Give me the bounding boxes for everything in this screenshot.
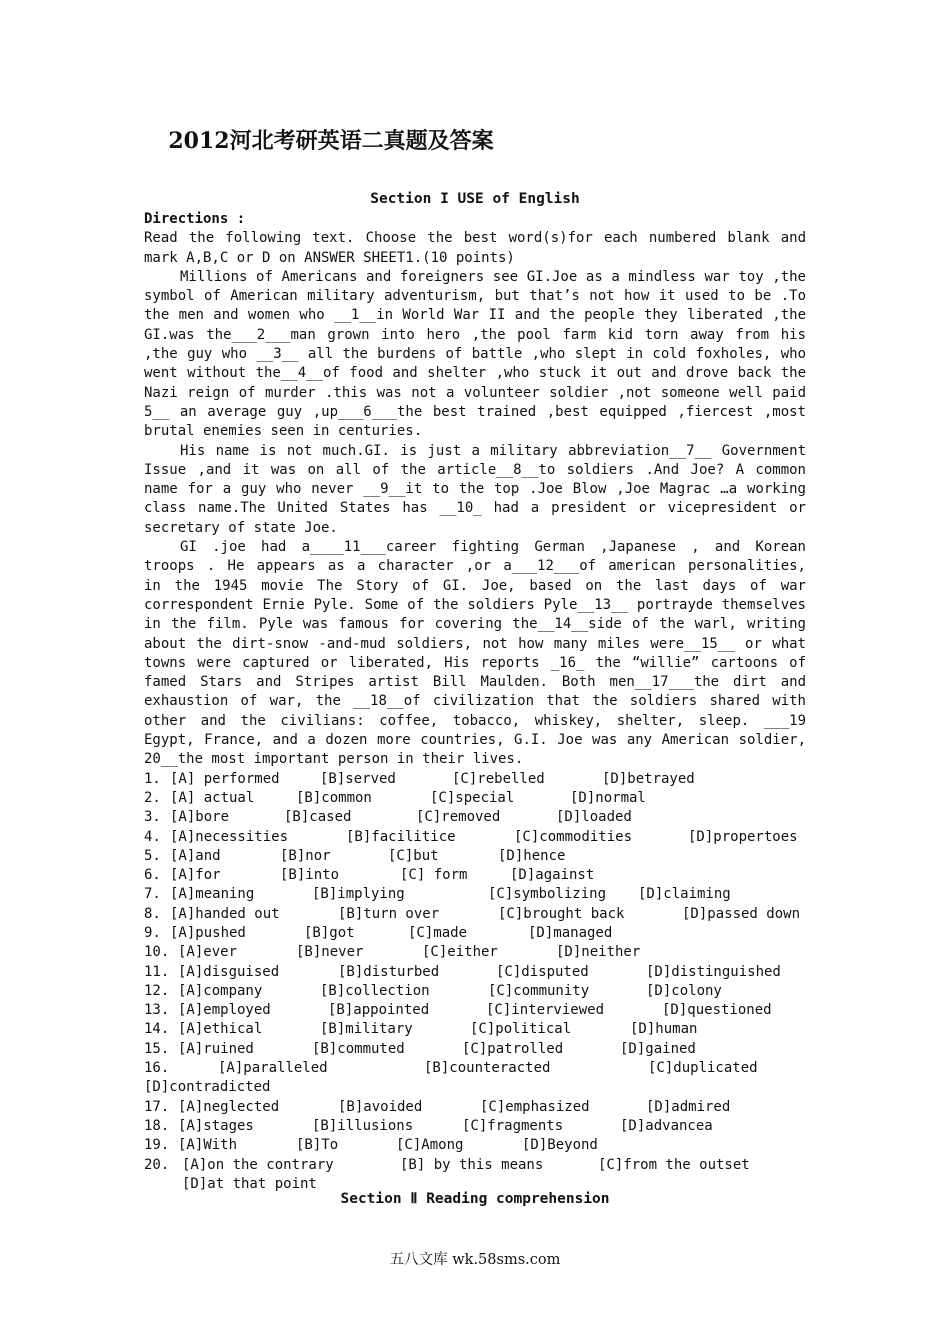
answer-option: [D]betrayed	[602, 770, 695, 787]
answer-option: [C]interviewed	[486, 1002, 605, 1019]
question-number: 12.	[144, 982, 170, 999]
answer-option: [B]turn over	[338, 905, 440, 922]
answer-option: [D]at that point	[182, 1175, 317, 1192]
passage-line: 20__the most important person in their lives.	[144, 751, 524, 768]
answer-option: [A]neglected	[178, 1098, 280, 1115]
answer-option: [D]propertoes	[688, 828, 798, 845]
question-row	[144, 1098, 806, 1117]
passage-line: GI .joe had a____11___career fighting German ,Japanese , and Korean	[180, 539, 806, 556]
question-row	[144, 1156, 806, 1175]
question-list	[144, 770, 806, 1195]
question-row	[144, 770, 806, 789]
answer-option: [A]With	[178, 1137, 238, 1154]
answer-option: [A]necessities	[170, 828, 289, 845]
answer-option: [C]rebelled	[452, 770, 545, 787]
answer-option: [B]got	[304, 924, 355, 941]
answer-option: [C]patrolled	[462, 1040, 564, 1057]
passage-line: Millions of Americans and foreigners see GI.Joe as a mindless war toy ,the	[180, 268, 806, 285]
question-number: 2.	[144, 789, 161, 806]
passage	[144, 268, 806, 770]
answer-option: [D]loaded	[556, 809, 632, 826]
answer-option: [A]disguised	[178, 963, 280, 980]
answer-option: [C]political	[470, 1021, 572, 1038]
answer-option: [A] actual	[170, 789, 255, 806]
question-number: 5.	[144, 847, 161, 864]
question-row	[144, 1040, 806, 1059]
passage-line: other and the civilians: coffee, tobacco, whiskey, shelter, sleep. ___19	[144, 712, 806, 729]
answer-option: [D]colony	[646, 982, 722, 999]
passage-line: symbol of American military adventurism, but that’s not how it used to be .To	[144, 288, 806, 305]
answer-option: [D]passed down	[682, 905, 801, 922]
question-number: 4.	[144, 828, 161, 845]
answer-option: [B]avoided	[338, 1098, 423, 1115]
answer-option: [C]Among	[396, 1137, 464, 1154]
answer-option: [A]paralleled	[218, 1060, 328, 1077]
answer-option: [D]against	[510, 867, 595, 884]
answer-option: [A]handed out	[170, 905, 280, 922]
answer-option: [C]duplicated	[648, 1060, 758, 1077]
answer-option: [A]on the contrary	[182, 1156, 334, 1173]
passage-line: about the dirt-snow -and-mud soldiers, not how many miles were__15__ or what	[144, 635, 806, 652]
passage-line: ,the guy who __3__ all the burdens of battle ,who slept in cold foxholes, who	[144, 346, 806, 363]
passage-line: the men and women who __1__in World War II and the people they liberated ,the	[144, 307, 806, 324]
passage-line: GI.was the___2___man grown into hero ,the pool farm kid torn away from his	[144, 326, 806, 343]
answer-option: [C]made	[408, 924, 468, 941]
answer-option: [A]employed	[178, 1002, 271, 1019]
question-row	[144, 963, 806, 982]
passage-line: Nazi reign of murder .this was not a volunteer soldier ,not someone well paid	[144, 384, 806, 401]
answer-option: [B]To	[296, 1137, 339, 1154]
passage-line: correspondent Ernie Pyle. Some of the soldiers Pyle__13__ portrayde themselves	[144, 596, 806, 613]
question-row	[144, 982, 806, 1001]
answer-option: [A]company	[178, 982, 263, 999]
question-row	[144, 905, 806, 924]
question-number: 16.	[144, 1060, 170, 1077]
answer-option: [D]claiming	[638, 886, 731, 903]
page-title: 2012河北考研英语二真题及答案	[168, 128, 494, 154]
question-row	[144, 885, 806, 904]
answer-option: [D]gained	[620, 1040, 696, 1057]
passage-line: 5__ an average guy ,up___6___the best trained ,best equipped ,fiercest ,most	[144, 403, 806, 420]
question-number: 13.	[144, 1002, 170, 1019]
passage-line: His name is not much.GI. is just a military abbreviation__7__ Government	[180, 442, 806, 459]
question-number: 7.	[144, 886, 161, 903]
passage-line: towns were captured or liberated, His reports _16_ the “willie” cartoons of	[144, 654, 806, 671]
answer-option: [D]questioned	[662, 1002, 772, 1019]
question-number: 1.	[144, 770, 161, 787]
answer-option: [D]admired	[646, 1098, 731, 1115]
answer-option: [C]symbolizing	[488, 886, 607, 903]
question-row	[144, 1059, 806, 1078]
answer-option: [B] by this means	[400, 1156, 544, 1173]
passage-line: secretary of state Joe.	[144, 519, 338, 536]
directions-line: mark A,B,C or D on ANSWER SHEET1.(10 points)	[144, 249, 515, 266]
section-2-heading: Section Ⅱ Reading comprehension	[340, 1191, 610, 1207]
question-row	[144, 943, 806, 962]
question-row	[144, 828, 806, 847]
answer-option: [B]into	[280, 867, 340, 884]
question-row	[144, 1117, 806, 1136]
passage-line: in the 1945 movie The Story of GI. Joe, based on the last days of war	[144, 577, 806, 594]
answer-option: [B]counteracted	[424, 1060, 551, 1077]
answer-option: [B]implying	[312, 886, 405, 903]
question-row	[144, 789, 806, 808]
passage-line: went without the__4__of food and shelter ,who stuck it out and drove back the	[144, 365, 806, 382]
question-number: 20.	[144, 1156, 170, 1173]
answer-option: [A]and	[170, 847, 221, 864]
passage-line: Egypt, France, and a dozen more countries, G.I. Joe was any American soldier,	[144, 732, 806, 749]
question-number: 15.	[144, 1040, 170, 1057]
question-number: 11.	[144, 963, 170, 980]
answer-option: [D]hence	[498, 847, 566, 864]
answer-option: [D]neither	[556, 944, 641, 961]
document-body	[144, 210, 806, 1194]
answer-option: [A]ever	[178, 944, 238, 961]
question-row	[144, 1136, 806, 1155]
passage-line: name for a guy who never __9__it to the top .Joe Blow ,Joe Magrac …a working	[144, 481, 806, 498]
answer-option: [B]appointed	[328, 1002, 430, 1019]
answer-option: [A]stages	[178, 1117, 254, 1134]
question-number: 14.	[144, 1021, 170, 1038]
answer-option: [B]common	[296, 789, 372, 806]
answer-option: [C]brought back	[498, 905, 625, 922]
answer-option: [B]never	[296, 944, 364, 961]
answer-option: [A]meaning	[170, 886, 255, 903]
answer-option: [B]nor	[280, 847, 331, 864]
answer-option: [C]special	[430, 789, 515, 806]
answer-option: [A] performed	[170, 770, 280, 787]
question-row	[144, 1078, 806, 1097]
answer-option: [D]managed	[528, 924, 613, 941]
answer-option: [A]ethical	[178, 1021, 263, 1038]
question-row	[144, 924, 806, 943]
question-number: 6.	[144, 867, 161, 884]
section-1-heading: Section I USE of English	[370, 191, 580, 207]
answer-option: [B]military	[320, 1021, 413, 1038]
passage-line: class name.The United States has __10_ had a president or vicepresident or	[144, 500, 806, 517]
answer-option: [C]either	[422, 944, 498, 961]
question-row	[144, 1001, 806, 1020]
answer-option: [C]emphasized	[480, 1098, 590, 1115]
answer-option: [C]from the outset	[598, 1156, 750, 1173]
answer-option: [D]normal	[570, 789, 646, 806]
passage-line: in the film. Pyle was famous for covering the__14__side of the warl, writing	[144, 616, 806, 633]
answer-option: [C]fragments	[462, 1117, 564, 1134]
question-number: 9.	[144, 924, 161, 941]
answer-option: [B]served	[320, 770, 396, 787]
answer-option: [A]ruined	[178, 1040, 254, 1057]
directions-label: Directions :	[144, 211, 246, 227]
answer-option: [C] form	[400, 867, 468, 884]
answer-option: [A]for	[170, 867, 221, 884]
question-number: 19.	[144, 1137, 170, 1154]
question-number: 17.	[144, 1098, 170, 1115]
answer-option: [C]commodities	[514, 828, 633, 845]
answer-option: [B]commuted	[312, 1040, 405, 1057]
answer-option: [D]contradicted	[144, 1079, 271, 1096]
passage-line: brutal enemies seen in centuries.	[144, 423, 423, 440]
question-row	[144, 847, 806, 866]
answer-option: [D]human	[630, 1021, 698, 1038]
question-number: 8.	[144, 905, 161, 922]
answer-option: [D]Beyond	[522, 1137, 598, 1154]
answer-option: [B]collection	[320, 982, 430, 999]
answer-option: [D]distinguished	[646, 963, 781, 980]
answer-option: [B]illusions	[312, 1117, 414, 1134]
answer-option: [C]but	[388, 847, 439, 864]
answer-option: [C]disputed	[496, 963, 589, 980]
footer-watermark: 五八文库 wk.58sms.com	[389, 1252, 561, 1268]
answer-option: [A]bore	[170, 809, 230, 826]
question-number: 10.	[144, 944, 170, 961]
answer-option: [D]advancea	[620, 1117, 713, 1134]
question-row	[144, 866, 806, 885]
question-number: 18.	[144, 1117, 170, 1134]
answer-option: [C]removed	[416, 809, 501, 826]
question-row	[144, 1020, 806, 1039]
passage-line: exhaustion of war, the __18__of civilization that the soldiers shared with	[144, 693, 806, 710]
answer-option: [C]community	[488, 982, 590, 999]
question-row	[144, 808, 806, 827]
answer-option: [B]facilitice	[346, 828, 456, 845]
directions-line: Read the following text. Choose the best word(s)for each numbered blank and	[144, 230, 806, 247]
passage-line: Issue ,and it was on all of the article__8__to soldiers .And Joe? A common	[144, 461, 806, 478]
passage-line: troops . He appears as a character ,or a___12___of american personalities,	[144, 558, 806, 575]
answer-option: [B]cased	[284, 809, 352, 826]
answer-option: [B]disturbed	[338, 963, 440, 980]
answer-option: [A]pushed	[170, 924, 246, 941]
question-number: 3.	[144, 809, 161, 826]
passage-line: famed Stars and Stripes artist Bill Maulden. Both men__17___the dirt and	[144, 674, 806, 691]
